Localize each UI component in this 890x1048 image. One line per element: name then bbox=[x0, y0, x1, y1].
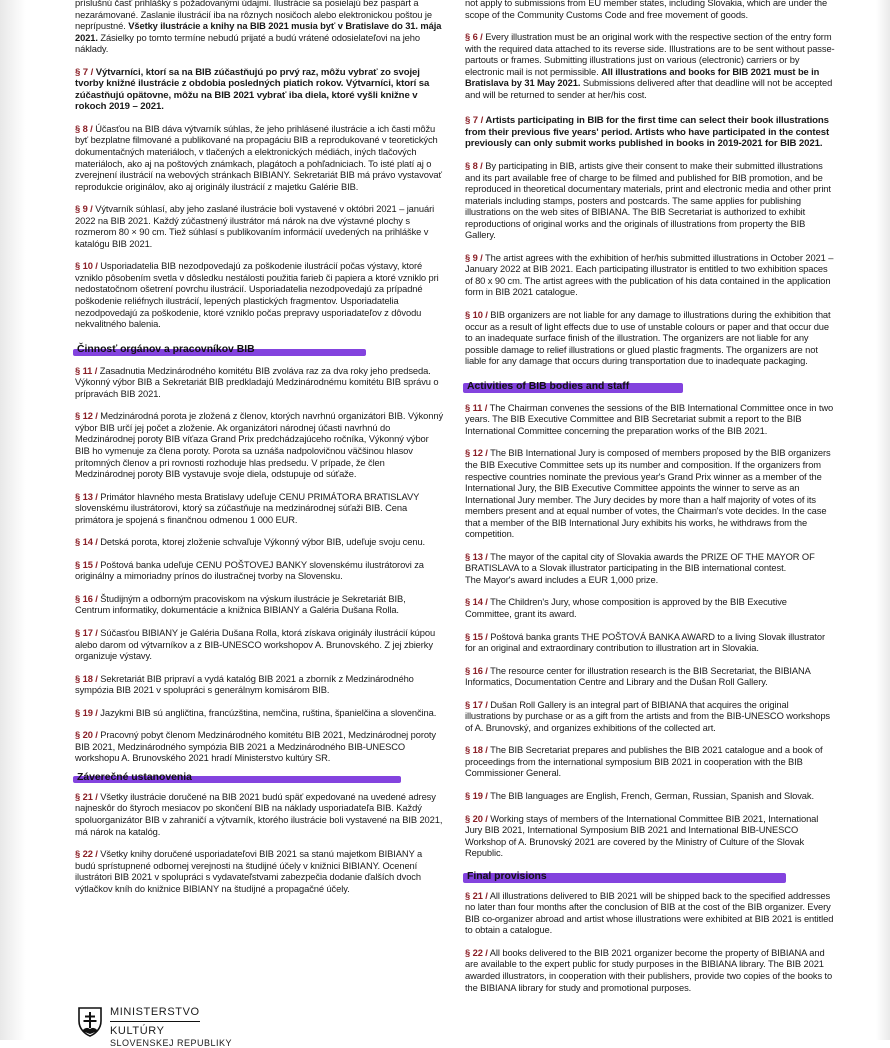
section-number: § 6 / bbox=[465, 32, 483, 43]
en-section-16 bbox=[465, 666, 835, 689]
section-number: § 16 / bbox=[465, 665, 488, 676]
en-section-6 bbox=[465, 32, 835, 101]
section-number: § 12 / bbox=[75, 411, 98, 422]
section-number: § 17 / bbox=[75, 627, 98, 638]
sk-section-22 bbox=[75, 849, 443, 895]
sk-intro-deadline: Všetky ilustrácie a knihy na BIB 2021 musia byť v Bratislave do 31. mája 2021. bbox=[75, 21, 442, 43]
section-number: § 22 / bbox=[465, 947, 488, 958]
section-number: § 10 / bbox=[465, 310, 488, 321]
section-text: Usporiadatelia BIB nezodpovedajú za poškodenie ilustrácií počas výstavy, ktoré vzniklo pôsobením svetla v dôsledku nestálosti použitia farieb či papiera a ktoré vzniklo pri nedostatočnom ošetrení povrchu ilustrácií. Usporiadatelia nezodpovedajú za prípadné poškodenie reliéfnych ilustrácií, lepených plastických fragmentov. Usporiadatelia nezodpovedajú za poškodenie, ktoré vzniklo počas prepravy usporiadateľov z dôvodu nekvalitného balenia. bbox=[75, 261, 439, 330]
sk-section-17 bbox=[75, 628, 443, 663]
heading-text: Activities of BIB bodies and staff bbox=[467, 380, 630, 392]
en-section-14 bbox=[465, 597, 835, 620]
section-text: The mayor of the capital city of Slovakia awards the PRIZE OF THE MAYOR OF BRATISLAVA to a Slovak illustrator participating in the BIB international contest. bbox=[465, 551, 815, 574]
sk-heading-activities bbox=[75, 343, 364, 356]
section-number: § 22 / bbox=[75, 849, 98, 860]
section-text: BIB organizers are not liable for any damage to illustrations during the exhibition that occur as a result of light effects due to use of unstable colours or paper and that occur due to an inadequate surface finish of the illustration. The organizers are not liable for any possible damage to relief illustrations or glued plastic fragments. The organizers are not liable for any damage that occurs during transportation due to inadequate packaging. bbox=[465, 310, 831, 367]
section-text: Všetky ilustrácie doručené na BIB 2021 budú späť expedované na uvedené adresy najneskôr do štyroch mesiacov po skončení BIB na náklady usporiadateľa BIB. Každý spoluorganizátor BIB v zahraničí a výtvarník, ktorého ilustrácie boli vystavené na BIB 2021, má nárok na katalóg. bbox=[75, 791, 443, 837]
en-section-19 bbox=[465, 791, 835, 803]
section-text: Medzinárodná porota je zložená z členov, ktorých navrhnú organizátori BIB. Výkonný výbor BIB určí jej počet a zloženie. Ak organizátori národnej účasti navrhnú do Medzinárodnej poroty BIB víťaza Grand Prix predchádzajúceho ročníka, Výkonný výbor BIB ho vymenuje za člena poroty. Porota sa uznáša nadpolovičnou väčšinou hlasov prítomných členov a pri rovnosti rozhoduje hlas predsedu. V prípade, že člen Medzinárodnej poroty BIB vystavuje svoje diela, odstupuje od súťaže. bbox=[75, 411, 444, 480]
section-number: § 21 / bbox=[75, 791, 98, 802]
section-text: Výtvarník súhlasí, aby jeho zaslané ilustrácie boli vystavené v októbri 2021 – januári 2022 na BIB 2021. Každý zúčastnený ilustrátor má nárok na dve výstavné plochy s rozmerom 80 × 90 cm. Tiež súhlasí s publikovaním informácií uvedených na prihláške v katalógu BIB 2021. bbox=[75, 204, 435, 249]
heading-text: Činnosť orgánov a pracovníkov BIB bbox=[77, 343, 255, 355]
section-text: Účasťou na BIB dáva výtvarník súhlas, že jeho prihlásené ilustrácie a ich časti môžu byť bezplatne filmované a publikované na propagáciu BIB a reprodukované v teoretických dokumentačných materiáloch, v tlačených a elektronických médiách, iných tlačových materiáloch, ako aj na poštových známkach, plagátoch a pohľadniciach. To isté platí aj o zverejnení ilustrácií na webových stránkach BIBIANY. Sekretariát BIB má právo vystavovať reprodukcie originálov, ako aj originály ilustrácií z majetku Galérie BIB. bbox=[75, 123, 442, 192]
heading-text: Záverečné ustanovenia bbox=[77, 771, 192, 783]
slovak-coat-of-arms-icon bbox=[78, 1007, 102, 1037]
en-section-20 bbox=[465, 814, 835, 860]
en-section-15 bbox=[465, 632, 835, 655]
en-section-22 bbox=[465, 948, 835, 994]
section-text: Poštová banka grants THE POŠTOVÁ BANKA AWARD to a living Slovak illustrator for an original and extraordinary contribution to illustration art in Slovakia. bbox=[465, 631, 826, 654]
section-text: The BIB International Jury is composed of members proposed by the BIB organizers the BIB Executive Committee sets up its number and composition. If the organizers from respective countries nominate the previous year's Grand Prix winner as a member of the International Jury, the BIB Executive Committee appoints the winner to serve as an International Jury member. The Jury decides by more than a half majority of votes of its members present and at equal number of votes, the Chairman's vote decides. In the case that a member of the BIB International Jury exhibits his works, he withdraws from the competition. bbox=[465, 448, 831, 540]
section-number: § 17 / bbox=[465, 699, 488, 710]
section-number: § 19 / bbox=[75, 707, 98, 718]
sk-section-9 bbox=[75, 204, 443, 250]
page-edge-shadow-right bbox=[876, 0, 890, 1040]
section-text: The Chairman convenes the sessions of the BIB International Committee once in two years. The BIB Executive Committee and BIB Secretariat submit a report to the BIB International Committee concerning the preparation works of the BIB 2021. bbox=[465, 402, 834, 436]
section-text: All illustrations delivered to BIB 2021 will be shipped back to the specified addresses no later than four months after the conclusion of BIB at the cost of the BIB organizer. Every BIB co-organizer abroad and artist whose illustrations were exhibited at BIB 2021 is entitled to obtain a catalogue. bbox=[465, 890, 834, 936]
section-number: § 7 / bbox=[465, 115, 484, 127]
section-text: Výtvarníci, ktorí sa na BIB zúčastňujú po prvý raz, môžu vybrať zo svojej tvorby knižné ilustrácie z obdobia posledných piatich rokov. Výtvarníci, ktorí sa zúčastňujú opätovne, môžu na BIB 2021 vybrať iba diela, ktoré vyšli knižne v rokoch 2019 – 2021. bbox=[75, 66, 430, 113]
heading-text: Final provisions bbox=[467, 870, 547, 882]
section-text: The artist agrees with the exhibition of her/his submitted illustrations in October 2021 – January 2022 at BIB 2021. Each participating illustrator is entitled to two exhibition spaces of 80 x 90 cm. The artist agrees with the publication of his data contained in the application form in BIB 2021 catalogue. bbox=[465, 252, 834, 298]
ministry-logo bbox=[78, 1005, 278, 1048]
en-section-7 bbox=[465, 115, 835, 150]
section-text: Primátor hlavného mesta Bratislavy udeľuje CENU PRIMÁTORA BRATISLAVY slovenskému ilustrátorovi, ktorý sa zúčastňuje na medzinárodnej súťaži BIB. Cena primátora je spojená s finančnou odmenou 1 000 EUR. bbox=[75, 491, 420, 525]
section-text-end: Submissions delivered after that deadline will not be accepted and will be returned to sender at her/his cost. bbox=[465, 78, 833, 100]
section-text: Sekretariát BIB pripraví a vydá katalóg BIB 2021 a zborník z Medzinárodného sympózia BIB 2021 v spolupráci s generálnym komisárom BIB. bbox=[75, 673, 414, 696]
sk-section-19 bbox=[75, 708, 443, 720]
en-section-21 bbox=[465, 891, 835, 937]
section-number: § 18 / bbox=[465, 745, 488, 756]
section-number: § 11 / bbox=[465, 402, 488, 413]
section-number: § 19 / bbox=[465, 790, 488, 801]
section-number: § 11 / bbox=[75, 365, 98, 376]
section-number: § 15 / bbox=[465, 631, 488, 642]
en-section-18 bbox=[465, 745, 835, 780]
sk-section-8 bbox=[75, 124, 443, 193]
sk-intro-paragraph bbox=[75, 0, 443, 56]
en-heading-activities bbox=[465, 380, 681, 393]
section-text: Every illustration must be an original work with the respective section of the entry form with the required data attached to its reverse side. Illustrations are to be sent without passe-partouts or frames. Submitting illustrations just on various (electronic) carriers or by electronic mail is not permissible. bbox=[465, 32, 835, 77]
section-text: By participating in BIB, artists give their consent to make their submitted illustrations and its part available free of charge to be filmed and published for BIB promotion, and be reproduced in theoretical documentary materials, print and electronic media and other print materials including stamps, posters and postcards. The same applies for publishing illustrations on the web sites of BIBIANA. The BIB Secretariat is authorized to exhibit reproductions of original works and the originals of illustrations from property the BIB Gallery. bbox=[465, 161, 831, 241]
section-number: § 8 / bbox=[465, 161, 483, 172]
section-text: Dušan Roll Gallery is an integral part of BIBIANA that acquires the original illustrations by purchase or as a gift from the artists and from the BIB-UNESCO workshops of A. Brunovský, and organizes exhibitions of the collected art. bbox=[465, 699, 830, 733]
sk-section-7 bbox=[75, 67, 443, 113]
section-number: § 13 / bbox=[465, 551, 488, 562]
section-text: All books delivered to the BIB 2021 organizer become the property of BIBIANA and are available to the expert public for study purposes in the BIBIANA library. The BIB 2021 awarded illustrators, in cooperation with their publishers, provide two copies of the books to the BIBIANA library for study and promotional purposes. bbox=[465, 947, 833, 993]
section-text: Súčasťou BIBIANY je Galéria Dušana Rolla, ktorá získava originály ilustrácií kúpou alebo darom od výtvarníkov a z BIB-UNESCO workshopov A. Brunovského. Z jej zbierky organizuje výstavy. bbox=[75, 627, 436, 662]
section-text: Jazykmi BIB sú angličtina, francúzština, nemčina, ruština, španielčina a slovenčina. bbox=[100, 707, 437, 718]
section-number: § 13 / bbox=[75, 491, 98, 502]
logo-divider bbox=[110, 1021, 200, 1022]
page-edge-shadow-left bbox=[0, 0, 26, 1040]
section-text: Všetky knihy doručené usporiadateľovi BIB 2021 sa stanú majetkom BIBIANY a budú sprístupnené odbornej verejnosti na študijné účely v knižnici BIBIANY. Ocenení ilustrátori BIB 2021 v spolupráci s vydavateľstvami zabezpečia dodanie ďalších dvoch výtlačkov kníh do knižnice BIBIANY na študijné a propagačné účely. bbox=[75, 849, 423, 894]
logo-line-2: KULTÚRY bbox=[110, 1025, 165, 1037]
section-number: § 12 / bbox=[465, 448, 488, 459]
sk-section-13 bbox=[75, 492, 443, 527]
section-text: Detská porota, ktorej zloženie schvaľuje Výkonný výbor BIB, udeľuje svoju cenu. bbox=[100, 537, 426, 548]
sk-section-15 bbox=[75, 560, 443, 583]
section-number: § 8 / bbox=[75, 123, 93, 134]
logo-line-3: SLOVENSKEJ REPUBLIKY bbox=[110, 1038, 233, 1048]
section-number: § 9 / bbox=[465, 252, 483, 263]
section-text: The Children's Jury, whose composition is approved by the BIB Executive Committee, grant its award. bbox=[465, 597, 787, 619]
sk-intro-end: Zásielky po tomto termíne nebudú prijaté a budú vrátené odosielateľovi na jeho náklady. bbox=[75, 32, 420, 55]
sk-intro-text: príslušnú časť prihlášky s požadovanými údajmi. Ilustrácie sa posielajú bez paspárt a nezarámované. Zaslanie ilustrácií iba na rôznych nosičoch alebo elektronickou poštou je neprípustné. bbox=[75, 0, 432, 32]
logo-line-1: MINISTERSTVO bbox=[110, 1006, 200, 1018]
en-section-12 bbox=[465, 448, 835, 540]
section-text: Zasadnutia Medzinárodného komitétu BIB zvoláva raz za dva roky jeho predseda. Výkonný výbor BIB a Sekretariát BIB predkladajú Medzinárodnému komitétu BIB správu o prípravách BIB 2021. bbox=[75, 365, 439, 399]
en-section-9 bbox=[465, 253, 835, 299]
section-number: § 20 / bbox=[465, 813, 488, 824]
en-heading-final bbox=[465, 870, 784, 883]
section-number: § 16 / bbox=[75, 593, 98, 604]
section-number: § 21 / bbox=[465, 890, 488, 901]
section-number: § 18 / bbox=[75, 673, 98, 684]
section-number: § 15 / bbox=[75, 559, 98, 570]
sk-section-21 bbox=[75, 792, 443, 838]
section-number: § 20 / bbox=[75, 730, 98, 741]
section-text: Working stays of members of the International Committee BIB 2021, International Jury BIB 2021, International Symposium BIB 2021 and International BIB-UNESCO Workshop of A. Brunovský 2021 are covered by the Ministry of Culture of the Slovak Republic. bbox=[465, 813, 819, 859]
en-section-10 bbox=[465, 310, 835, 368]
en-section-8 bbox=[465, 161, 835, 242]
section-number: § 7 / bbox=[75, 66, 94, 78]
section-number: § 14 / bbox=[75, 537, 98, 548]
sk-heading-final bbox=[75, 771, 399, 784]
sk-section-16 bbox=[75, 594, 443, 617]
section-text: Artists participating in BIB for the first time can select their book illustrations from their previous five years' period. Artists who have participated in the contest previously can only submit works published in books in 2019-2021 for BIB 2021. bbox=[465, 115, 830, 150]
sk-section-11 bbox=[75, 366, 443, 401]
sk-section-18 bbox=[75, 674, 443, 697]
en-section-11 bbox=[465, 403, 835, 438]
section-text: The resource center for illustration research is the BIB Secretariat, the BIBIANA Informatics, Documentation Centre and Library and the Dušan Roll Gallery. bbox=[465, 665, 811, 688]
sk-section-12 bbox=[75, 411, 443, 480]
section-deadline: All illustrations and books for BIB 2021 must be in Bratislava by 31 May 2021. bbox=[465, 66, 820, 89]
slovak-column bbox=[75, 0, 443, 895]
section-text: Študijným a odborným pracoviskom na výskum ilustrácie je Sekretariát BIB, Centrum informatiky, dokumentácie a knižnica BIBIANY a Galéria Dušana Rolla. bbox=[75, 593, 406, 616]
en-section-13 bbox=[465, 552, 835, 587]
section-text: The BIB Secretariat prepares and publishes the BIB 2021 catalogue and a book of proceedings from the international symposium BIB 2021 in cooperation with the BIB Commissioner General. bbox=[465, 745, 823, 779]
section-text-b: The Mayor's award includes a EUR 1,000 prize. bbox=[465, 574, 659, 585]
section-text: The BIB languages are English, French, German, Russian, Spanish and Slovak. bbox=[490, 790, 814, 801]
section-text: Poštová banka udeľuje CENU POŠTOVEJ BANKY slovenskému ilustrátorovi za originálny a mimoriadny prínos do ilustračnej tvorby na Slovensku. bbox=[75, 559, 424, 582]
sk-section-14 bbox=[75, 537, 443, 549]
en-section-17 bbox=[465, 700, 835, 735]
english-column bbox=[465, 0, 835, 994]
sk-section-10 bbox=[75, 261, 443, 330]
en-intro-paragraph: not apply to submissions from EU member states, including Slovakia, which are under the scope of the Community Customs Code and free movement of goods. bbox=[465, 0, 828, 20]
section-text: Pracovný pobyt členom Medzinárodného komitétu BIB 2021, Medzinárodnej poroty BIB 2021, Medzinárodného sympózia BIB 2021 a Medzinárodného BIB-UNESCO workshopu A. Brunovského 2021 hradí Ministerstvo kultúry SR. bbox=[75, 730, 437, 764]
sk-section-20 bbox=[75, 730, 443, 765]
section-number: § 10 / bbox=[75, 261, 98, 272]
section-number: § 14 / bbox=[465, 597, 488, 608]
section-number: § 9 / bbox=[75, 204, 93, 215]
